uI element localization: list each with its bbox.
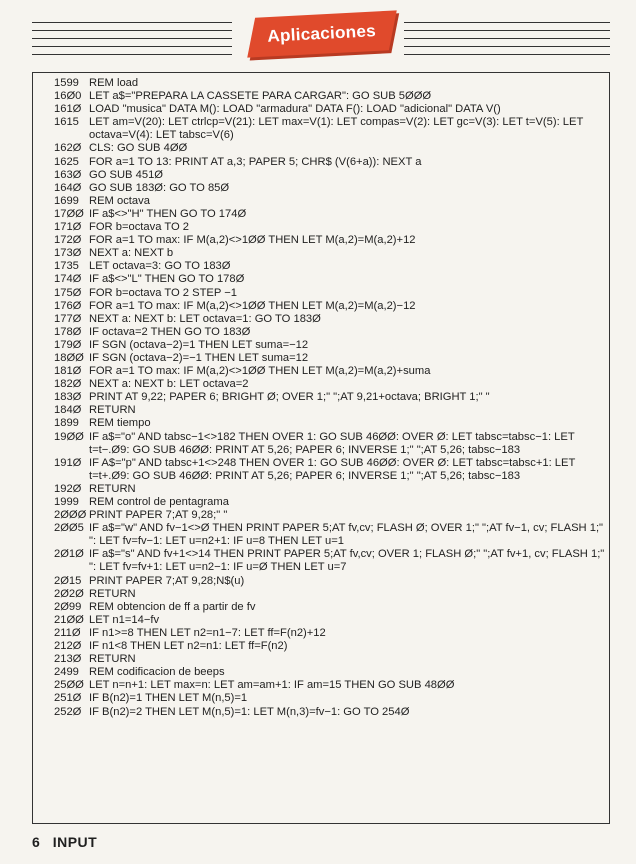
line-text: IF a$="o" AND tabsc−1<>182 THEN OVER 1: GO SUB 46ØØ: OVER Ø: LET tabsc=tabsc−1: LET t=t−.Ø9: GO SUB 46ØØ: PRINT AT 5,26; PAPER 6; INVERSE 1;" ";AT 5,26; tabsc−183 — [89, 430, 578, 456]
line-number: 179Ø — [54, 338, 82, 351]
code-line — [54, 326, 606, 339]
code-line — [54, 483, 606, 496]
line-number: 1625 — [54, 155, 79, 168]
line-number: 18ØØ — [54, 351, 84, 364]
line-text: RETURN — [89, 653, 136, 666]
code-line — [54, 575, 606, 588]
code-line — [54, 548, 606, 574]
code-line — [54, 339, 606, 352]
code-line — [54, 522, 606, 548]
code-line — [54, 273, 606, 286]
code-line — [54, 103, 606, 116]
code-line — [54, 313, 606, 326]
page-footer — [32, 834, 97, 850]
line-text: IF SGN (octava−2)=1 THEN LET suma=−12 — [89, 338, 309, 351]
code-line — [54, 116, 606, 142]
line-number: 212Ø — [54, 640, 82, 653]
code-line — [54, 234, 606, 247]
line-number: 163Ø — [54, 168, 82, 181]
code-line — [54, 431, 606, 457]
line-number: 1999 — [54, 496, 79, 508]
line-number: 251Ø — [54, 692, 82, 705]
page-number: 6 — [32, 834, 41, 850]
line-text: RETURN — [89, 404, 136, 417]
code-line — [54, 300, 606, 313]
line-number: 1615 — [54, 116, 79, 129]
line-number: 191Ø — [54, 456, 82, 469]
line-text: LET n1=14−fv — [89, 613, 160, 626]
line-text: PRINT PAPER 7;AT 9,28;N$(u) — [89, 574, 245, 587]
line-text: REM load — [89, 77, 139, 89]
line-number: 19ØØ — [54, 430, 84, 443]
line-number: 1699 — [54, 194, 79, 207]
banner-title: Aplicaciones — [267, 21, 377, 46]
line-number: 171Ø — [54, 221, 82, 234]
line-number: 174Ø — [54, 273, 82, 286]
code-line — [54, 77, 606, 90]
line-text: LET octava=3: GO TO 183Ø — [89, 260, 231, 273]
line-number: 184Ø — [54, 404, 82, 417]
code-line — [54, 195, 606, 208]
line-text: PRINT AT 9,22; PAPER 6; BRIGHT Ø; OVER 1;" ";AT 9,21+octava; BRIGHT 1;" " — [89, 391, 490, 404]
code-line — [54, 287, 606, 300]
line-number: 182Ø — [54, 378, 82, 391]
code-line — [54, 653, 606, 666]
line-text: IF SGN (octava−2)=−1 THEN LET suma=12 — [89, 351, 309, 364]
line-text: FOR b=octava TO 2 — [89, 221, 190, 234]
code-line — [54, 509, 606, 522]
line-number: 2ØØØ — [54, 509, 87, 522]
line-text: FOR a=1 TO max: IF M(a,2)<>1ØØ THEN LET M(a,2)=M(a,2)+suma — [89, 365, 431, 378]
line-text: REM octava — [89, 194, 150, 207]
line-text: CLS: GO SUB 4ØØ — [89, 142, 188, 155]
line-number: 2499 — [54, 666, 79, 679]
line-text: RETURN — [89, 587, 136, 600]
line-number: 181Ø — [54, 365, 82, 378]
code-line — [54, 666, 606, 679]
line-text: FOR a=1 TO 13: PRINT AT a,3; PAPER 5; CHR$ (V(6+a)): NEXT a — [89, 155, 422, 168]
line-number: 164Ø — [54, 181, 82, 194]
line-number: 213Ø — [54, 653, 82, 666]
line-text: GO SUB 451Ø — [89, 168, 163, 181]
line-text: LOAD "musica" DATA M(): LOAD "armadura" DATA F(): LOAD "adicional" DATA V() — [89, 103, 501, 116]
code-line — [54, 90, 606, 103]
code-line — [54, 142, 606, 155]
code-line — [54, 247, 606, 260]
line-text: IF a$="s" AND fv+1<>14 THEN PRINT PAPER 5;AT fv,cv; OVER 1; FLASH Ø;" ";AT fv+1, cv; FLASH 1;" ": LET fv=fv+1: LET u=n2−1: IF u=Ø THEN LET u=7 — [89, 548, 608, 574]
line-number: 173Ø — [54, 247, 82, 260]
code-line — [54, 457, 606, 483]
code-line — [54, 706, 606, 719]
line-number: 2Ø2Ø — [54, 587, 84, 600]
line-number: 162Ø — [54, 142, 82, 155]
line-text: LET am=V(20): LET ctrlcp=V(21): LET max=V(1): LET compas=V(2): LET gc=V(3): LET t=V(5): LET octava=V(4): LET tabsc=V(6) — [89, 116, 587, 142]
code-line — [54, 679, 606, 692]
line-number: 21ØØ — [54, 613, 84, 626]
code-line — [54, 156, 606, 169]
line-text: IF octava=2 THEN GO TO 183Ø — [89, 325, 251, 338]
line-number: 1899 — [54, 417, 79, 430]
line-text: IF B(n2)=1 THEN LET M(n,5)=1 — [89, 692, 248, 705]
line-text: NEXT a: NEXT b: LET octava=1: GO TO 183Ø — [89, 312, 321, 325]
line-text: NEXT a: NEXT b: LET octava=2 — [89, 378, 249, 391]
line-number: 16Ø0 — [54, 90, 82, 103]
code-line — [54, 640, 606, 653]
line-text: GO SUB 183Ø: GO TO 85Ø — [89, 181, 230, 194]
line-text: PRINT PAPER 7;AT 9,28;" " — [89, 509, 228, 522]
line-text: FOR a=1 TO max: IF M(a,2)<>1ØØ THEN LET M(a,2)=M(a,2)+12 — [89, 234, 416, 247]
line-text: REM tiempo — [89, 417, 151, 430]
code-line — [54, 260, 606, 273]
line-text: NEXT a: NEXT b — [89, 247, 174, 260]
line-number: 17ØØ — [54, 207, 84, 220]
section-banner — [247, 10, 397, 57]
code-line — [54, 352, 606, 365]
line-number: 192Ø — [54, 482, 82, 495]
line-text: IF A$="p" AND tabsc+1<>248 THEN OVER 1: GO SUB 46ØØ: OVER Ø: LET tabsc=tabsc+1: LET t=t+.Ø9: GO SUB 46ØØ: PRINT AT 5,26; PAPER 6; INVERSE 1;" ";AT 5,26; tabsc−183 — [89, 456, 579, 482]
line-text: LET a$="PREPARA LA CASSETE PARA CARGAR": GO SUB 5ØØØ — [89, 90, 432, 103]
code-line — [54, 692, 606, 705]
line-number: 25ØØ — [54, 679, 84, 692]
magazine-title: INPUT — [52, 834, 98, 850]
line-number: 177Ø — [54, 312, 82, 325]
line-number: 2Ø1Ø — [54, 548, 84, 561]
line-number: 2Ø15 — [54, 574, 82, 587]
line-text: RETURN — [89, 482, 136, 495]
line-number: 175Ø — [54, 286, 82, 299]
code-line — [54, 221, 606, 234]
line-number: 161Ø — [54, 103, 82, 116]
line-text: IF a$="w" AND fv−1<>Ø THEN PRINT PAPER 5;AT fv,cv; FLASH Ø; OVER 1;" ";AT fv−1, cv; FLASH 1;" ": LET fv=fv−1: LET u=n2+1: IF u=8 THEN LET u=1 — [89, 522, 607, 548]
line-number: 183Ø — [54, 391, 82, 404]
line-text: IF n1<8 THEN LET n2=n1: LET ff=F(n2) — [89, 640, 288, 653]
line-number: 172Ø — [54, 234, 82, 247]
code-line — [54, 614, 606, 627]
code-line — [54, 601, 606, 614]
code-line — [54, 417, 606, 430]
code-line — [54, 391, 606, 404]
code-line — [54, 378, 606, 391]
line-number: 176Ø — [54, 299, 82, 312]
code-line — [54, 208, 606, 221]
code-line — [54, 588, 606, 601]
line-text: IF a$<>"L" THEN GO TO 178Ø — [89, 273, 245, 286]
line-text: LET n=n+1: LET max=n: LET am=am+1: IF am=15 THEN GO SUB 48ØØ — [89, 679, 455, 692]
code-line — [54, 496, 606, 509]
line-text: IF n1>=8 THEN LET n2=n1−7: LET ff=F(n2)+12 — [89, 626, 326, 639]
line-number: 1735 — [54, 260, 79, 273]
line-number: 211Ø — [54, 626, 81, 639]
line-text: REM control de pentagrama — [89, 496, 229, 508]
code-line — [54, 182, 606, 195]
line-number: 178Ø — [54, 325, 82, 338]
line-text: IF a$<>"H" THEN GO TO 174Ø — [89, 207, 247, 220]
program-listing — [54, 77, 606, 719]
code-line — [54, 404, 606, 417]
line-number: 1599 — [54, 77, 79, 89]
code-line — [54, 627, 606, 640]
line-number: 252Ø — [54, 705, 82, 718]
line-text: FOR b=octava TO 2 STEP −1 — [89, 286, 237, 299]
line-text: REM obtencion de ff a partir de fv — [89, 600, 256, 613]
line-number: 2ØØ5 — [54, 522, 84, 535]
line-text: REM codificacion de beeps — [89, 666, 225, 679]
line-text: IF B(n2)=2 THEN LET M(n,5)=1: LET M(n,3)=fv−1: GO TO 254Ø — [89, 705, 410, 718]
code-line — [54, 169, 606, 182]
code-line — [54, 365, 606, 378]
line-number: 2Ø99 — [54, 600, 82, 613]
line-text: FOR a=1 TO max: IF M(a,2)<>1ØØ THEN LET M(a,2)=M(a,2)−12 — [89, 299, 416, 312]
